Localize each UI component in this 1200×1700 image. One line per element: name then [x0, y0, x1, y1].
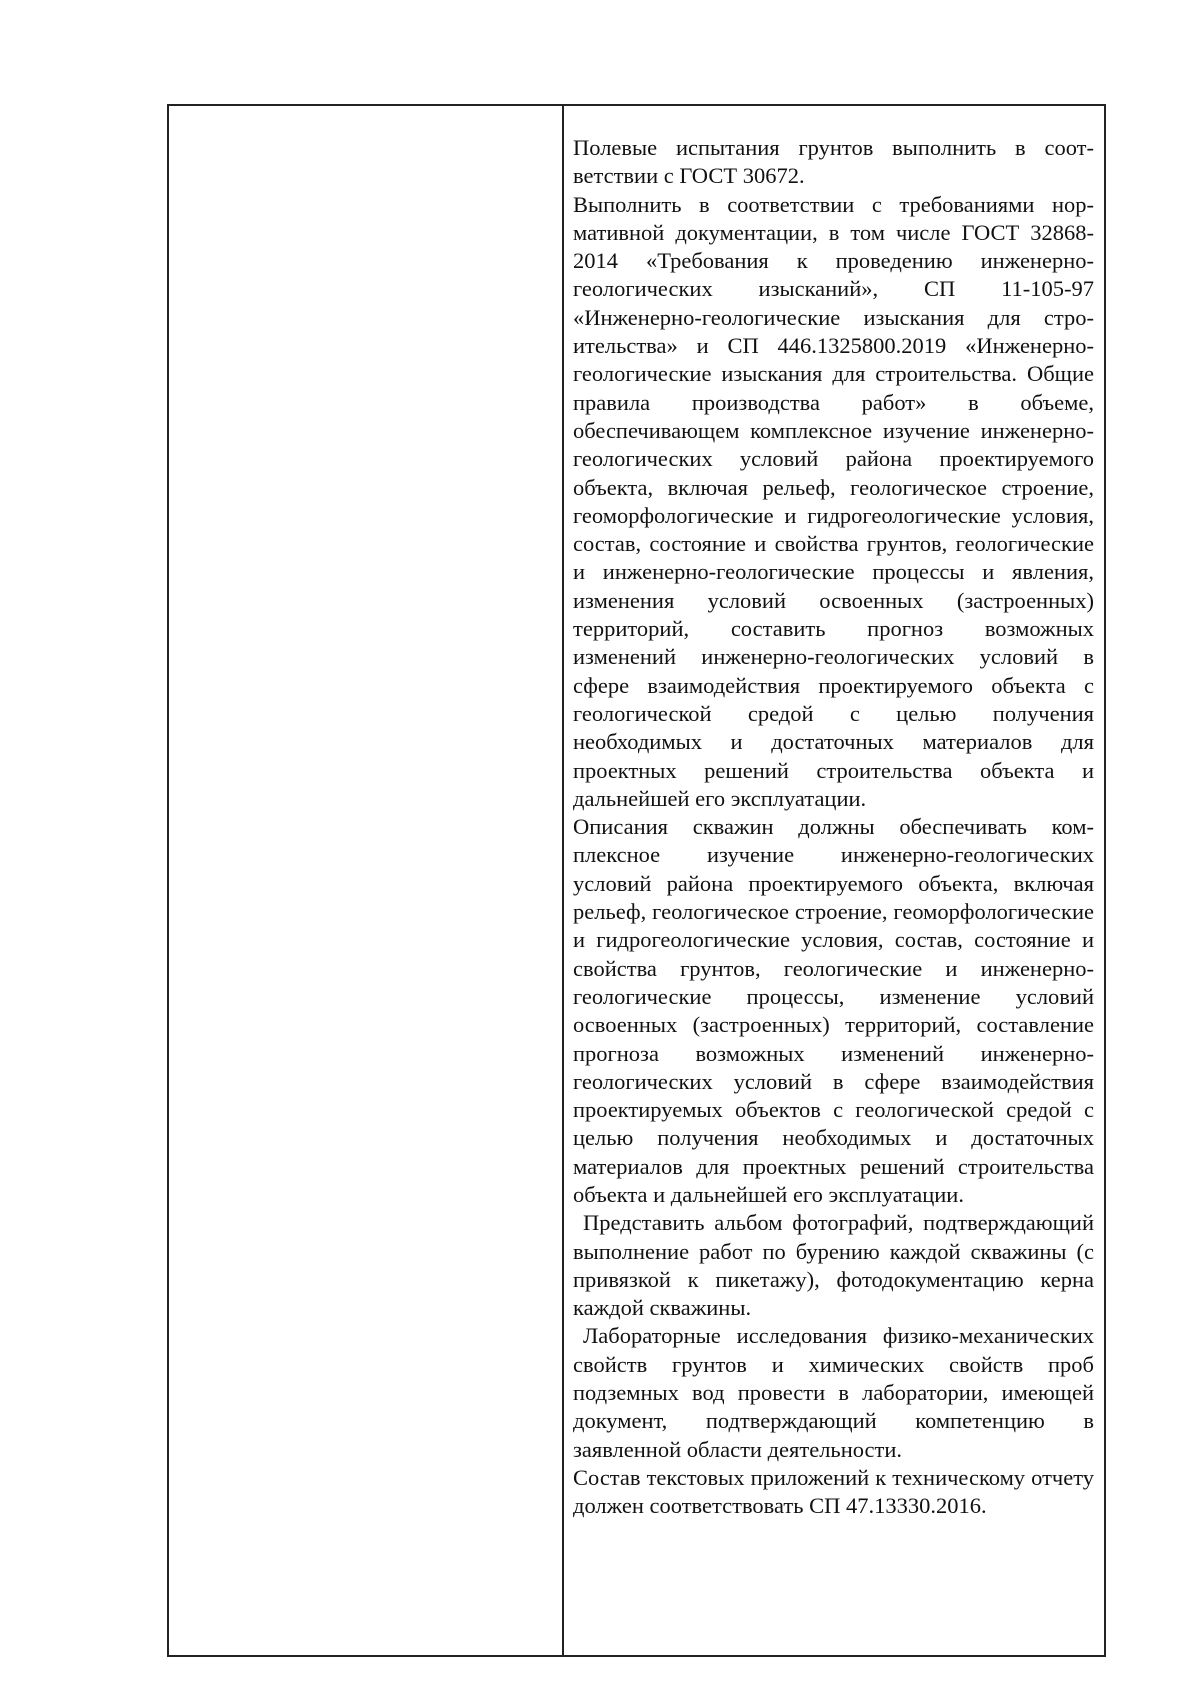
paragraph-borehole-descriptions: Описания скважин должны обеспечивать комплексное изучение инженерно-геологических условий района проектируемого объекта, включая рельеф, геологическое строение, геоморфологические и гидрогеологические условия, состав, состояние и свойства грунтов, геологические и инженерно-геологические процессы, изменение условий освоенных (застроенных) территорий, составление прогноза возможных изменений инженерно-геологических условий в сфере взаимодействия проектируемых объектов с геологической средой с целью получения необходимых и достаточных материалов для проектных решений строительства объекта и дальнейшей его эксплуатации. — [573, 814, 1094, 1207]
paragraph-photo-album: Представить альбом фотографий, подтверждающий выполнение работ по бурению каждой скважины (с привязкой к пикетажу), фотодокументацию керна каждой скважины. — [573, 1210, 1094, 1321]
paragraph-laboratory-tests: Лабораторные исследования физико-механических свойств грунтов и химических свойств проб подземных вод провести в лаборатории, имеющей документ, подтверждающий компетенцию в заявленной области деятельности. — [573, 1323, 1094, 1462]
table-right-cell — [564, 106, 1104, 1655]
table-left-cell — [169, 106, 564, 1655]
requirements-table — [167, 104, 1106, 1657]
paragraph-field-tests: Полевые испытания грунтов выполнить в соответствии с ГОСТ 30672. — [573, 135, 1094, 189]
paragraph-regulatory-requirements: Выполнить в соответствии с требованиями нормативной документации, в том числе ГОСТ 32868-2014 «Требования к проведению инженерно-геологических изысканий», СП 11-105-97 «Инженерно-геологические изыскания для строительства» и СП 446.1325800.2019 «Инженерно-геологические изыскания для строительства. Общие правила производства работ» в объеме, обеспечивающем комплексное изучение инженерно-геологических условий района проектируемого объекта, включая рельеф, геологическое строение, геоморфологические и гидрогеологические условия, состав, состояние и свойства грунтов, геологические и инженерно-геологические процессы и явления, изменения условий освоенных (застроенных) территорий, составить прогноз возможных изменений инженерно-геологических условий в сфере взаимодействия проектируемого объекта с геологической средой с целью получения необходимых и достаточных материалов для проектных решений строительства объекта и дальнейшей его эксплуатации. — [573, 191, 1094, 811]
paragraph-text-appendices: Состав текстовых приложений к техническому отчету должен соответствовать СП 47.13330.2016. — [573, 1464, 1094, 1519]
